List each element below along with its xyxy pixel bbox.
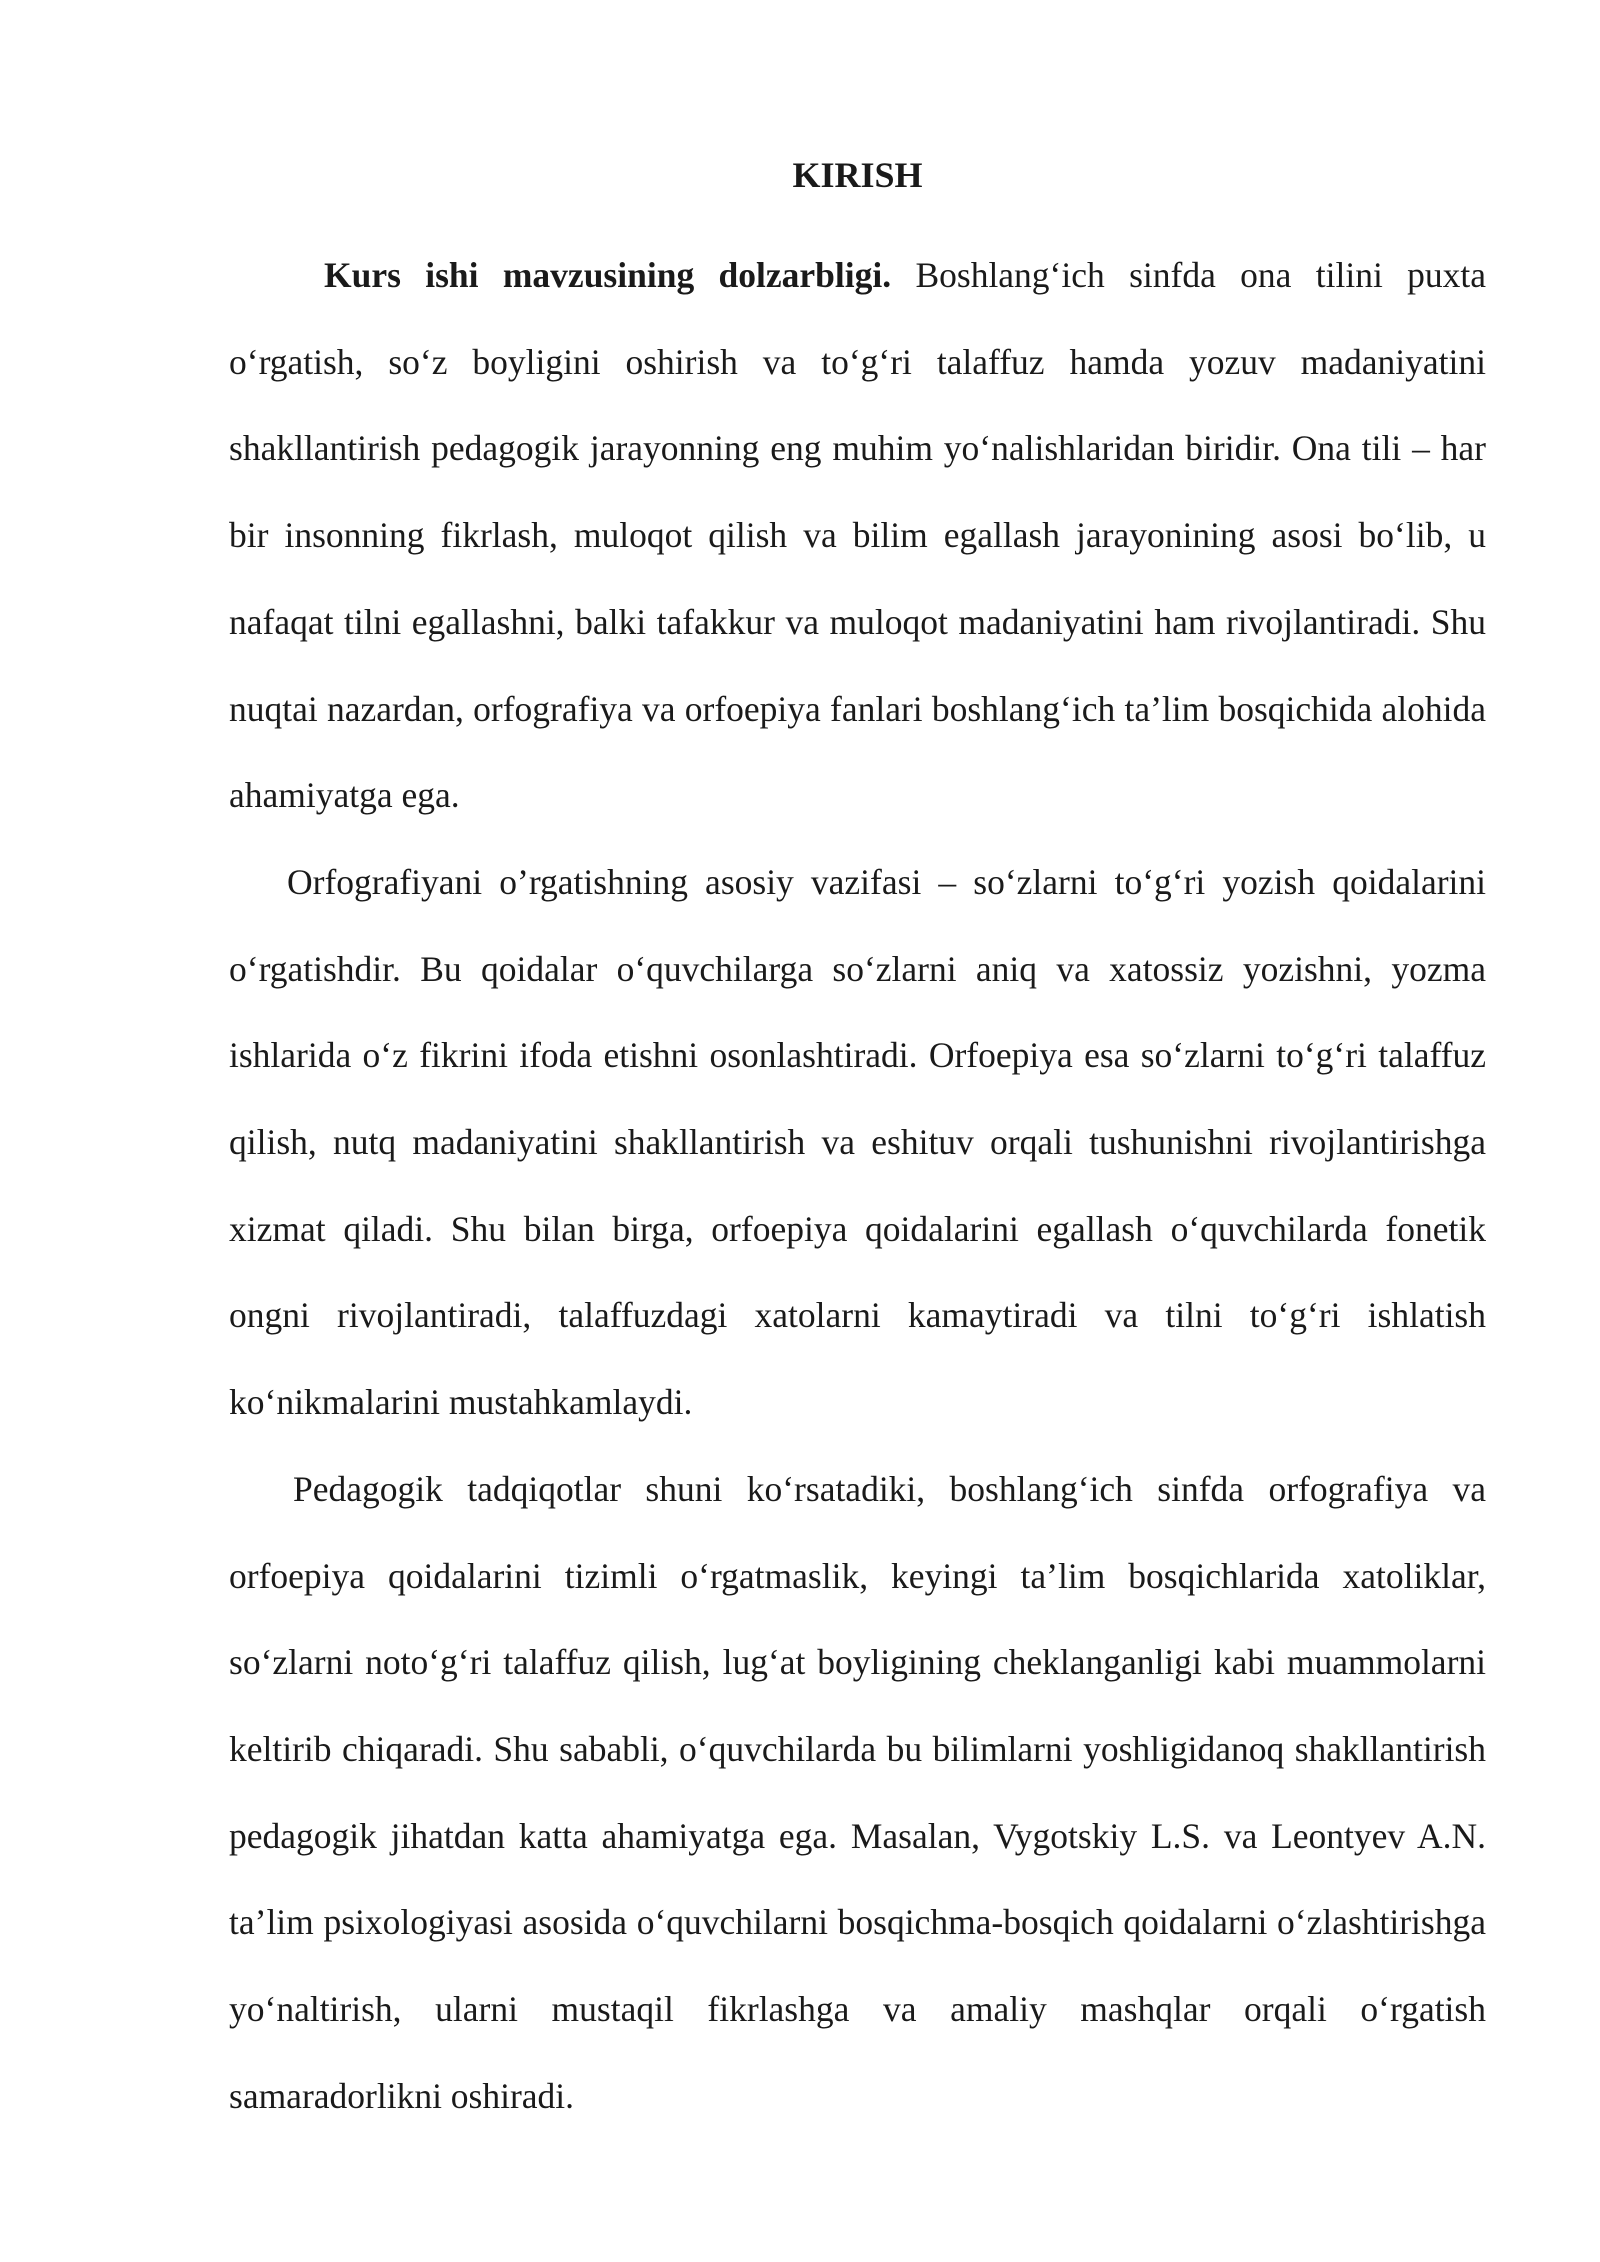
- paragraph-text: Orfografiyani o’rgatishning asosiy vazifasi – so‘zlarni to‘g‘ri yozish qoidalarini o‘rgatishdir. Bu qoidalar o‘quvchilarga so‘zlarni aniq va xatossiz yozishni, yozma ishlarida o‘z fikrini ifoda etishni osonlashtiradi. Orfoepiya esa so‘zlarni to‘g‘ri talaffuz qilish, nutq madaniyatini shakllantirish va eshituv orqali tushunishni rivojlantirishga xizmat qiladi. Shu bilan birga, orfoepiya qoidalarini egallash o‘quvchilarda fonetik ongni rivojlantiradi, talaffuzdagi xatolarni kamaytiradi va tilni to‘g‘ri ishlatish ko‘nikmalarini mustahkamlaydi.: [229, 861, 1486, 1423]
- paragraph-pedagogical-research: [229, 1446, 1486, 2140]
- paragraph-orthography: [229, 839, 1486, 1446]
- paragraph-text: Pedagogik tadqiqotlar shuni ko‘rsatadiki, boshlang‘ich sinfda orfografiya va orfoepiya qoidalarini tizimli o‘rgatmaslik, keyingi ta’lim bosqichlarida xatoliklar, so‘zlarni noto‘g‘ri talaffuz qilish, lug‘at boyligining cheklanganligi kabi muammolarni keltirib chiqaradi. Shu sababli, o‘quvchilarda bu bilimlarni yoshligidanoq shakllantirish pedagogik jihatdan katta ahamiyatga ega. Masalan, Vygotskiy L.S. va Leontyev A.N. ta’lim psixologiyasi asosida o‘quvchilarni bosqichma-bosqich qoidalarni o‘zlashtirishga yo‘naltirish, ularni mustaqil fikrlashga va amaliy mashqlar orqali o‘rgatish samaradorlikni oshiradi.: [229, 1468, 1486, 2116]
- paragraph-lead-heading: Kurs ishi mavzusining dolzarbligi.: [324, 255, 892, 295]
- section-title: KIRISH: [792, 155, 923, 195]
- paragraph-relevance: [229, 232, 1486, 839]
- paragraph-text: Boshlang‘ich sinfda ona tilini puxta o‘rgatish, so‘z boyligini oshirish va to‘g‘ri talaffuz hamda yozuv madaniyatini shakllantirish pedagogik jarayonning eng muhim yo‘nalishlaridan biridir. Ona tili – har bir insonning fikrlash, muloqot qilish va bilim egallash jarayonining asosi bo‘lib, u nafaqat tilni egallashni, balki tafakkur va muloqot madaniyatini ham rivojlantiradi. Shu nuqtai nazardan, orfografiya va orfoepiya fanlari boshlang‘ich ta’lim bosqichida alohida ahamiyatga ega.: [229, 255, 1486, 816]
- document-body: [229, 145, 1486, 2139]
